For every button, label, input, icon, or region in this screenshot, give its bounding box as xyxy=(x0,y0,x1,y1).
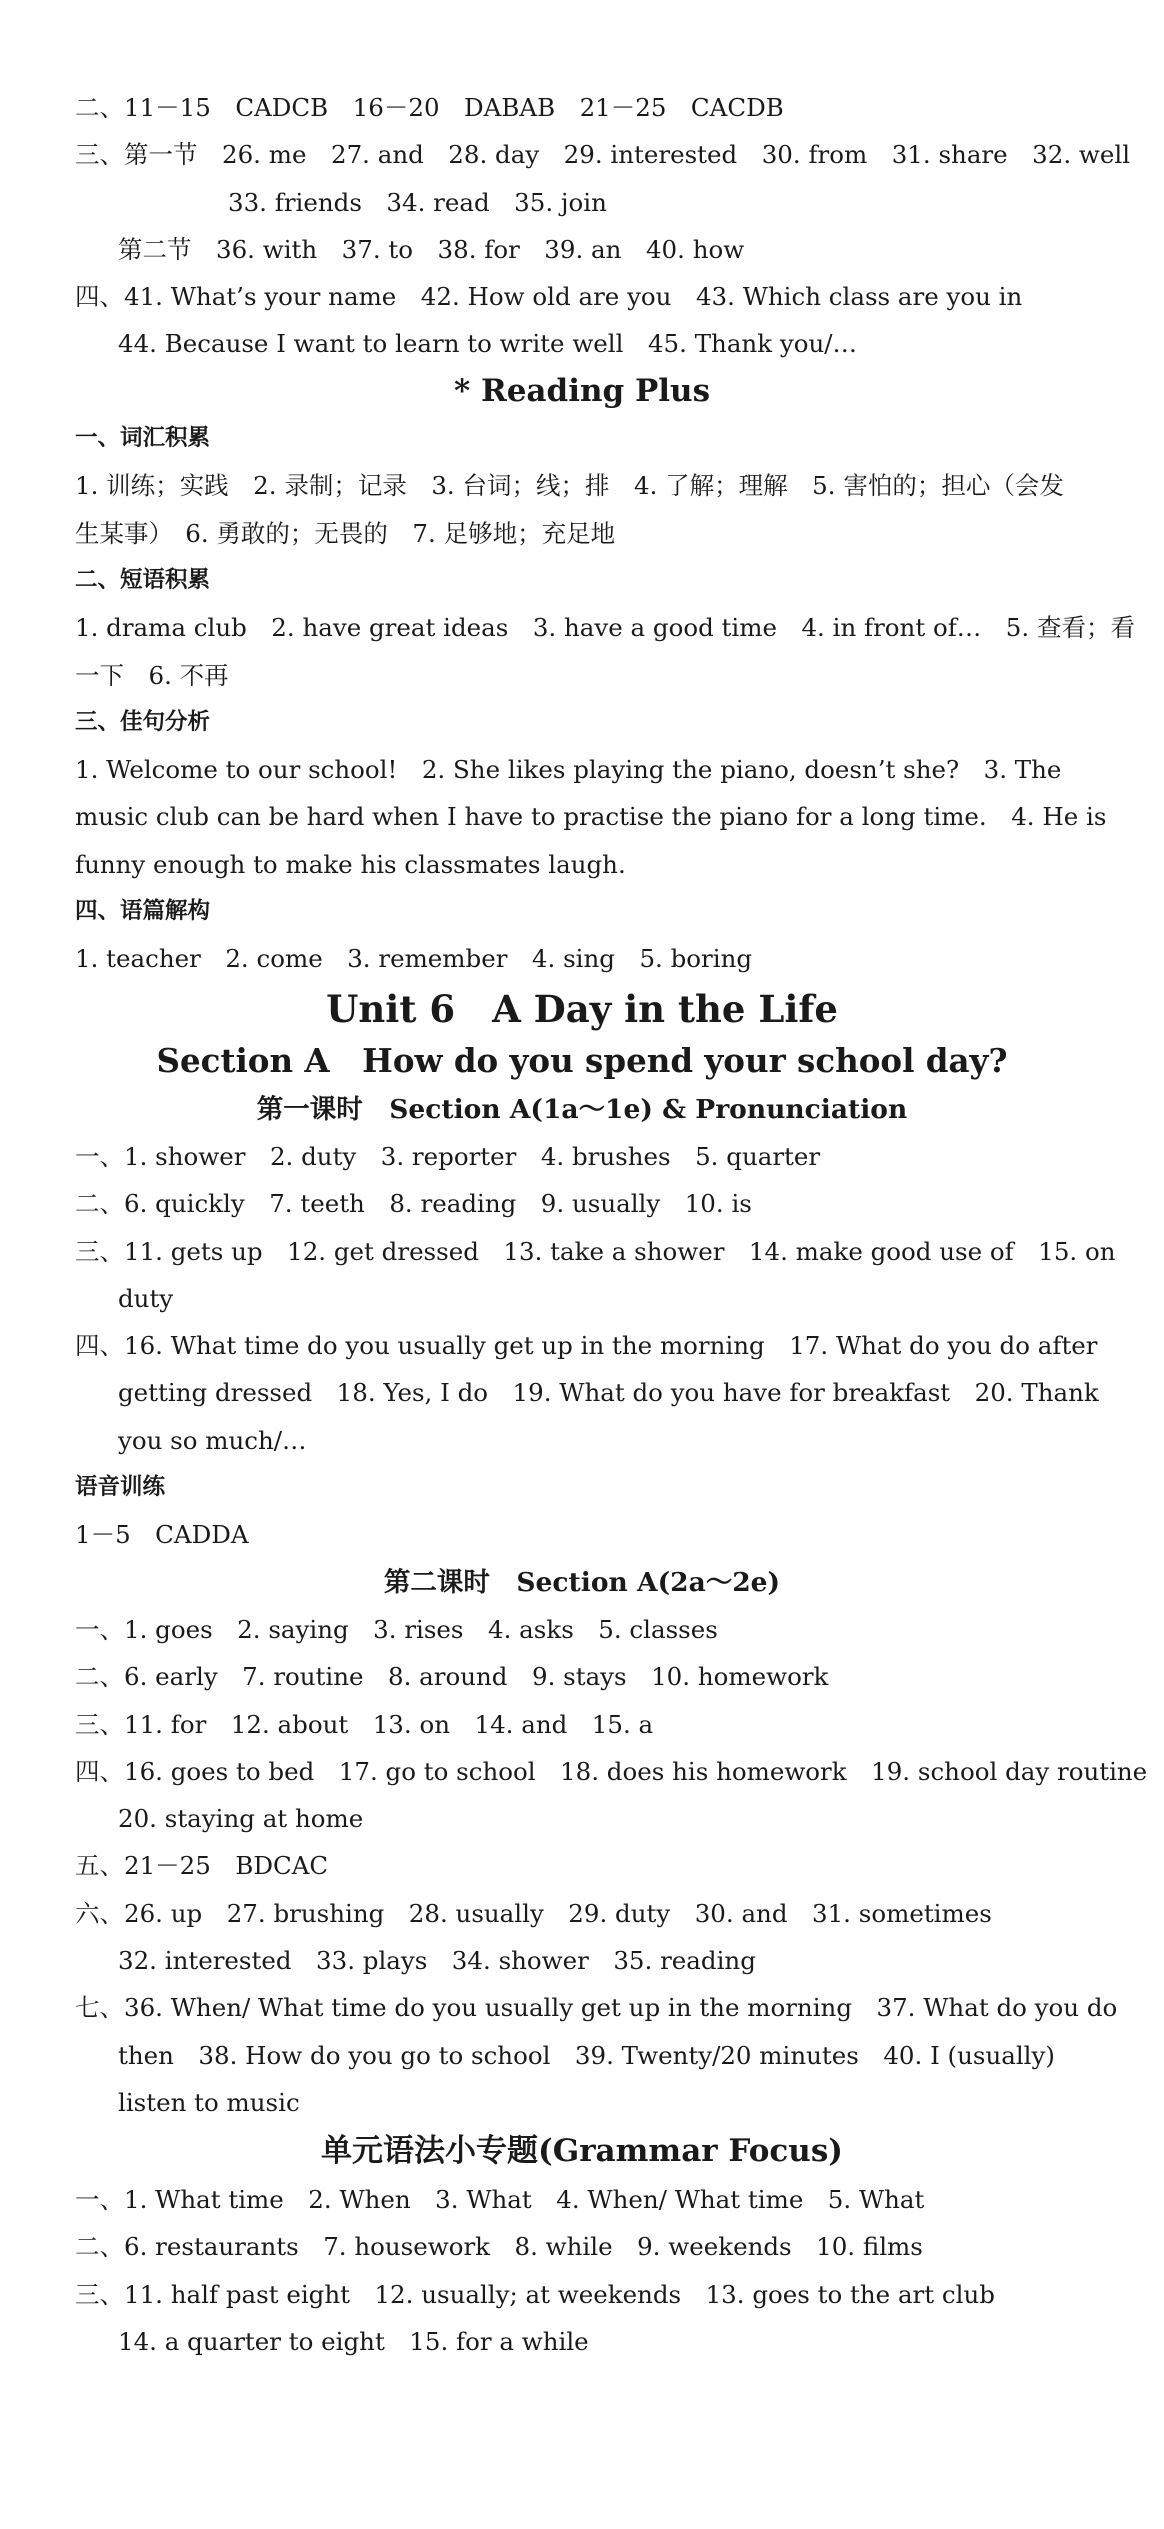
answer-line: music club can be hard when I have to practise the piano for a long time. 4. He is xyxy=(75,802,1107,832)
lesson-title: 第一课时 Section A(1a～1e) & Pronunciation xyxy=(256,1093,908,1125)
answer-line: 1. Welcome to our school! 2. She likes playing the piano, doesn’t she? 3. The xyxy=(75,755,1062,785)
answer-line: 1. 训练；实践 2. 录制；记录 3. 台词；线；排 4. 了解；理解 5. 害怕的；担心（会发 xyxy=(75,471,1064,501)
answer-line: funny enough to make his classmates laugh. xyxy=(75,849,626,879)
answer-line: 1. drama club 2. have great ideas 3. have a good time 4. in front of… 5. 查看；看 xyxy=(75,613,1135,643)
lesson-title: 第二课时 Section A(2a～2e) xyxy=(383,1566,781,1598)
answer-line: 20. staying at home xyxy=(118,1804,364,1834)
answer-line: 三、11. gets up 12. get dressed 13. take a shower 14. make good use of 15. on xyxy=(75,1236,1116,1266)
answer-line: 四、16. goes to bed 17. go to school 18. does his homework 19. school day routine xyxy=(75,1756,1148,1786)
answer-line: listen to music xyxy=(118,2087,300,2117)
answer-line: duty xyxy=(118,1283,174,1313)
answer-line: 一、1. shower 2. duty 3. reporter 4. brushes 5. quarter xyxy=(75,1141,821,1171)
answer-line: you so much/… xyxy=(118,1425,307,1455)
answer-line: 七、36. When/ What time do you usually get up in the morning 37. What do you do xyxy=(75,1993,1118,2023)
answer-line: 一、1. What time 2. When 3. What 4. When/ What time 5. What xyxy=(75,2185,925,2215)
answer-line: 第二节 36. with 37. to 38. for 39. an 40. how xyxy=(118,234,745,264)
answer-line: 1. teacher 2. come 3. remember 4. sing 5. boring xyxy=(75,944,753,974)
section-title: Section A How do you spend your school day? xyxy=(156,1040,1008,1080)
answer-line: 六、26. up 27. brushing 28. usually 29. duty 30. and 31. sometimes xyxy=(75,1898,992,1928)
answer-line: 五、21－25 BDCAC xyxy=(75,1851,329,1881)
answer-line: 32. interested 33. plays 34. shower 35. reading xyxy=(118,1945,756,1975)
answer-line: 一、1. goes 2. saying 3. rises 4. asks 5. classes xyxy=(75,1614,718,1644)
section-heading: * Reading Plus xyxy=(453,372,711,409)
answer-line: 四、16. What time do you usually get up in the morning 17. What do you do after xyxy=(75,1331,1098,1361)
unit-title: Unit 6 A Day in the Life xyxy=(326,986,838,1031)
answer-line: 二、6. quickly 7. teeth 8. reading 9. usually 10. is xyxy=(75,1189,752,1219)
answer-line: 三、11. half past eight 12. usually; at weekends 13. goes to the art club xyxy=(75,2279,995,2309)
answer-line: 1－5 CADDA xyxy=(75,1520,249,1550)
answer-line: 44. Because I want to learn to write well 45. Thank you/… xyxy=(118,329,857,359)
answer-line: getting dressed 18. Yes, I do 19. What do you have for breakfast 20. Thank xyxy=(118,1378,1099,1408)
subsection-heading: 二、短语积累 xyxy=(75,566,211,593)
answer-line: 一下 6. 不再 xyxy=(75,660,229,690)
answer-line: 二、11－15 CADCB 16－20 DABAB 21－25 CACDB xyxy=(75,93,784,122)
answer-line: 二、6. restaurants 7. housework 8. while 9. weekends 10. films xyxy=(75,2232,923,2262)
answer-line: 14. a quarter to eight 15. for a while xyxy=(118,2327,589,2357)
answer-line: 33. friends 34. read 35. join xyxy=(228,187,607,217)
answer-line: 二、6. early 7. routine 8. around 9. stays 10. homework xyxy=(75,1662,829,1692)
subsection-heading: 语音训练 xyxy=(75,1474,166,1501)
answer-line: then 38. How do you go to school 39. Twenty/20 minutes 40. I (usually) xyxy=(118,2040,1055,2070)
answer-line: 生某事） 6. 勇敢的；无畏的 7. 足够地；充足地 xyxy=(75,518,616,548)
answer-line: 三、第一节 26. me 27. and 28. day 29. interested 30. from 31. share 32. well xyxy=(75,140,1131,170)
answer-line: 三、11. for 12. about 13. on 14. and 15. a xyxy=(75,1709,654,1739)
subsection-heading: 三、佳句分析 xyxy=(75,708,211,735)
subsection-heading: 四、语篇解构 xyxy=(75,898,211,925)
answer-line: 四、41. What’s your name 42. How old are you 43. Which class are you in xyxy=(75,282,1023,312)
grammar-title: 单元语法小专题(Grammar Focus) xyxy=(321,2133,843,2170)
subsection-heading: 一、词汇积累 xyxy=(75,425,211,452)
